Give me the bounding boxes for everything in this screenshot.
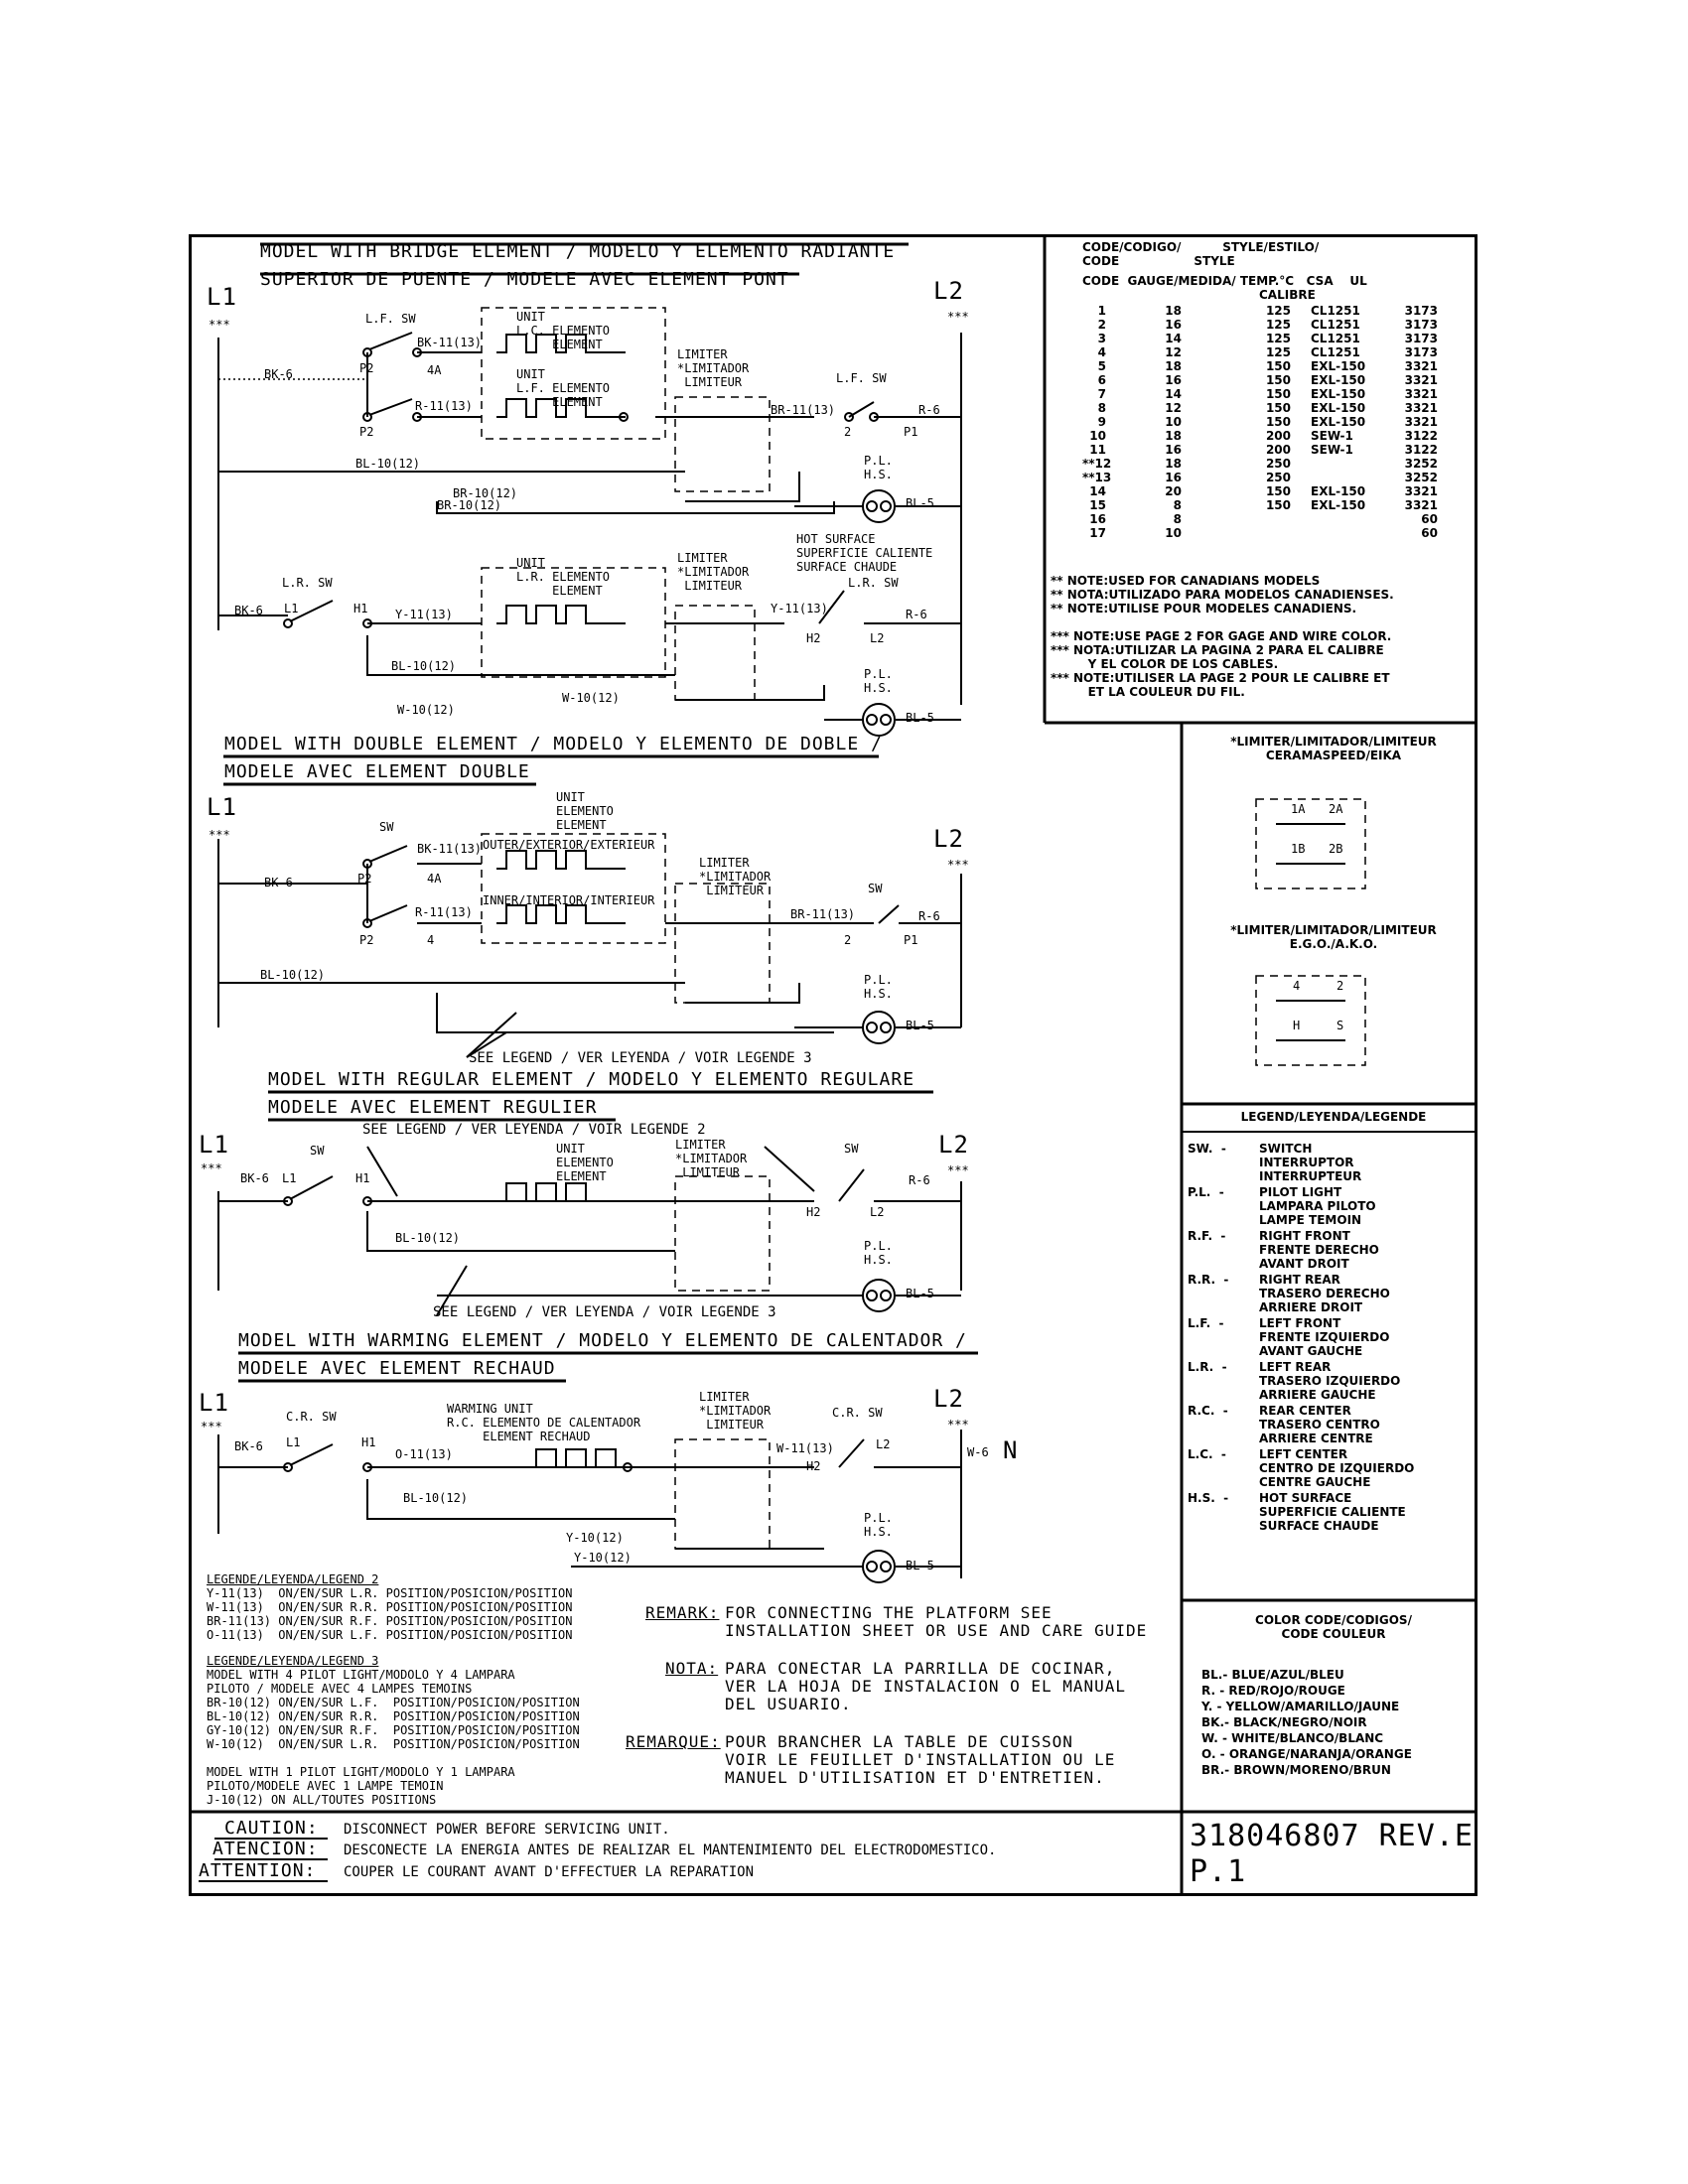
- l2-label: L2: [933, 1385, 964, 1413]
- terminal-h1: H1: [353, 602, 368, 615]
- gauge-cell: 18: [1165, 359, 1182, 373]
- legend-text: LEFT FRONT FRENTE IZQUIERDO AVANT GAUCHE: [1259, 1316, 1390, 1358]
- gauge-cell: 14: [1165, 387, 1182, 401]
- terminal-h2: H2: [806, 1205, 821, 1219]
- document-number: 318046807 REV.E: [1190, 1819, 1474, 1853]
- p2-label: P2: [359, 425, 374, 439]
- limiter-label: LIMITER *LIMITADOR LIMITEUR: [699, 856, 772, 897]
- gauge-cell: 5: [1097, 359, 1106, 373]
- gauge-cell: 17: [1089, 526, 1106, 540]
- gauge-cell: 3321: [1404, 401, 1438, 415]
- limiter-label: LIMITER *LIMITADOR LIMITEUR: [699, 1390, 772, 1432]
- legend2-line: W-11(13) ON/EN/SUR R.R. POSITION/POSICION/POSITION: [207, 1600, 573, 1614]
- gauge-cell: 4: [1097, 345, 1106, 359]
- stars-label: ***: [201, 1420, 222, 1433]
- legend-text: LEFT REAR TRASERO IZQUIERDO ARRIERE GAUCHE: [1259, 1360, 1401, 1402]
- legend3-line: J-10(12) ON ALL/TOUTES POSITIONS: [207, 1793, 437, 1807]
- terminal-l2: L2: [870, 631, 885, 645]
- gauge-cell: 8: [1097, 401, 1106, 415]
- attention-text: COUPER LE COURANT AVANT D'EFFECTUER LA REPARATION: [344, 1864, 755, 1880]
- sw-label: SW: [868, 882, 883, 895]
- gauge-cell: 3252: [1404, 471, 1438, 484]
- legend-code: R.F. -: [1188, 1229, 1226, 1243]
- legend3-line: MODEL WITH 4 PILOT LIGHT/MODOLO Y 4 LAMPARA: [207, 1668, 515, 1682]
- legend3-title: LEGENDE/LEYENDA/LEGEND 3: [207, 1654, 379, 1668]
- cr-sw-label: C.R. SW: [286, 1410, 337, 1424]
- terminal-l2: L2: [876, 1437, 891, 1451]
- ego-term-2: 2: [1336, 979, 1344, 993]
- legend3-line: GY-10(12) ON/EN/SUR R.F. POSITION/POSICION/POSITION: [207, 1723, 580, 1737]
- gauge-note: *** NOTE:USE PAGE 2 FOR GAGE AND WIRE COLOR.: [1051, 629, 1392, 643]
- pl-hs-label: P.L. H.S.: [864, 1511, 893, 1539]
- gauge-cell: 2: [1097, 318, 1106, 332]
- warming-unit-label: WARMING UNIT R.C. ELEMENTO DE CALENTADOR ELEMENT RECHAUD: [447, 1402, 641, 1443]
- gauge-cell: 3321: [1404, 498, 1438, 512]
- wire-br11-label: BR-11(13): [790, 907, 856, 921]
- legend-code: SW. -: [1188, 1142, 1226, 1156]
- gauge-note: ET LA COULEUR DU FIL.: [1051, 685, 1245, 699]
- limiter-cera-title: *LIMITER/LIMITADOR/LIMITEUR CERAMASPEED/EIKA: [1230, 735, 1437, 762]
- gauge-cell: EXL-150: [1311, 401, 1366, 415]
- ego-term-4: 4: [1293, 979, 1301, 993]
- wire-br10-label: BR-10(12): [453, 486, 518, 500]
- legend-entry: [1188, 1229, 1414, 1271]
- gauge-cell: EXL-150: [1311, 415, 1366, 429]
- n4-label: 4: [427, 933, 435, 947]
- 4a-label: 4A: [427, 872, 442, 886]
- wire-r11-label: R-11(13): [415, 399, 473, 413]
- wire-bl10-label: BL-10(12): [260, 968, 326, 982]
- caution-text: DISCONNECT POWER BEFORE SERVICING UNIT.: [344, 1822, 670, 1838]
- wire-y11-label: Y-11(13): [395, 608, 453, 621]
- ego-term-s: S: [1336, 1019, 1344, 1032]
- bridge-title-2: SUPERIOR DE PUENTE / MODELE AVEC ELEMENT PONT: [260, 269, 789, 290]
- gauge-cell: 150: [1265, 401, 1291, 415]
- gauge-cell: 125: [1265, 345, 1291, 359]
- gauge-cell: SEW-1: [1311, 429, 1353, 443]
- inner-label: INNER/INTERIOR/INTERIEUR: [483, 893, 655, 907]
- ego-term-h: H: [1293, 1019, 1301, 1032]
- gauge-cell: EXL-150: [1311, 359, 1366, 373]
- gauge-columns: CODE GAUGE/MEDIDA/ TEMP.°C CSA UL: [1082, 274, 1367, 288]
- legend-text: SWITCH INTERRUPTOR INTERRUPTEUR: [1259, 1142, 1362, 1183]
- legend3-line: PILOTO / MODELE AVEC 4 LAMPES TEMOINS: [207, 1682, 473, 1696]
- wire-br11-label: BR-11(13): [771, 403, 836, 417]
- legend-entry: [1188, 1404, 1414, 1445]
- gauge-cell: 3173: [1404, 318, 1438, 332]
- unit-lf-label: UNIT L.F. ELEMENTO ELEMENT: [516, 367, 610, 409]
- gauge-cell: 150: [1265, 484, 1291, 498]
- gauge-cell: 9: [1097, 415, 1106, 429]
- regular-title-2: MODELE AVEC ELEMENT REGULIER: [268, 1097, 598, 1118]
- wire-bl5-label: BL-5: [906, 1019, 934, 1032]
- l2-label: L2: [933, 825, 964, 853]
- pl-hs-label: P.L. H.S.: [864, 1239, 893, 1267]
- unit-lr-label: UNIT L.R. ELEMENTO ELEMENT: [516, 556, 610, 598]
- stars-label: ***: [209, 828, 230, 842]
- gauge-note: Y EL COLOR DE LOS CABLES.: [1051, 657, 1279, 671]
- outer-label: OUTER/EXTERIOR/EXTERIEUR: [483, 838, 655, 852]
- gauge-header-1: CODE/CODIGO/ STYLE/ESTILO/: [1082, 240, 1320, 254]
- legend-code: H.S. -: [1188, 1491, 1229, 1505]
- gauge-cell: 8: [1173, 512, 1182, 526]
- gauge-cell: 16: [1165, 318, 1182, 332]
- legend-text: PILOT LIGHT LAMPARA PILOTO LAMPE TEMOIN: [1259, 1185, 1376, 1227]
- legend-code: L.C. -: [1188, 1447, 1226, 1461]
- gauge-cell: 125: [1265, 304, 1291, 318]
- legend2-line: BR-11(13) ON/EN/SUR R.F. POSITION/POSICION/POSITION: [207, 1614, 573, 1628]
- legend-entry: [1188, 1360, 1414, 1402]
- gauge-cell: EXL-150: [1311, 373, 1366, 387]
- color-code-entry: BK.- BLACK/NEGRO/NOIR: [1201, 1715, 1367, 1729]
- gauge-cell: 150: [1265, 415, 1291, 429]
- nota-text: PARA CONECTAR LA PARRILLA DE COCINAR, VER LA HOJA DE INSTALACION O EL MANUAL DEL USUARIO.: [725, 1659, 1127, 1713]
- gauge-cell: 3321: [1404, 359, 1438, 373]
- wire-bl5-label: BL-5: [906, 1287, 934, 1300]
- double-title-2: MODELE AVEC ELEMENT DOUBLE: [224, 761, 530, 782]
- limiter-ego-title: *LIMITER/LIMITADOR/LIMITEUR E.G.O./A.K.O.: [1230, 923, 1437, 951]
- gauge-cell: 200: [1265, 429, 1291, 443]
- gauge-calibre: CALIBRE: [1259, 288, 1316, 302]
- wire-bl10-label: BL-10(12): [395, 1231, 461, 1245]
- atencion-label: ATENCION:: [212, 1839, 319, 1859]
- gauge-notes: [1051, 574, 1394, 699]
- stars-label: ***: [947, 1418, 969, 1432]
- legend-text: REAR CENTER TRASERO CENTRO ARRIERE CENTRE: [1259, 1404, 1380, 1445]
- gauge-cell: 10: [1089, 429, 1106, 443]
- gauge-header-2: CODE STYLE: [1082, 254, 1235, 268]
- legend3-line: PILOTO/MODELE AVEC 1 LAMPE TEMOIN: [207, 1779, 444, 1793]
- legend3-line: W-10(12) ON/EN/SUR L.R. POSITION/POSICION/POSITION: [207, 1737, 580, 1751]
- l2-label: L2: [938, 1131, 969, 1159]
- caution-label: CAUTION:: [224, 1818, 319, 1839]
- color-code-entry: O. - ORANGE/NARANJA/ORANGE: [1201, 1747, 1412, 1761]
- gauge-cell: 18: [1165, 304, 1182, 318]
- wire-w6-label: W-6: [967, 1445, 989, 1459]
- wire-w10-label: W-10(12): [397, 703, 455, 717]
- pl-hs-label: P.L. H.S.: [864, 454, 893, 481]
- legend-text: RIGHT FRONT FRENTE DERECHO AVANT DROIT: [1259, 1229, 1379, 1271]
- legend2-line: O-11(13) ON/EN/SUR L.F. POSITION/POSICION/POSITION: [207, 1628, 573, 1642]
- terminal-l2: L2: [870, 1205, 885, 1219]
- warming-element-circuit: [218, 1353, 978, 1582]
- gauge-cell: 150: [1265, 373, 1291, 387]
- gauge-cell: 3321: [1404, 484, 1438, 498]
- double-title-1: MODEL WITH DOUBLE ELEMENT / MODELO Y ELEMENTO DE DOBLE /: [224, 734, 883, 754]
- gauge-note: *** NOTA:UTILIZAR LA PAGINA 2 PARA EL CALIBRE: [1051, 643, 1384, 657]
- stars-label: ***: [947, 1163, 969, 1177]
- legend-code: L.R. -: [1188, 1360, 1227, 1374]
- gauge-note: [1051, 615, 1394, 629]
- wire-y10-label: Y-10(12): [566, 1531, 624, 1545]
- wire-w11-label: W-11(13): [776, 1441, 834, 1455]
- gauge-cell: 7: [1097, 387, 1106, 401]
- wire-bk6-label: BK-6: [234, 604, 263, 617]
- gauge-cell: 3321: [1404, 387, 1438, 401]
- legend-code: P.L. -: [1188, 1185, 1224, 1199]
- gauge-cell: 14: [1089, 484, 1106, 498]
- gauge-cell: 18: [1165, 429, 1182, 443]
- gauge-cell: 3173: [1404, 345, 1438, 359]
- wire-bk6-label: BK-6: [240, 1171, 269, 1185]
- legend-text: HOT SURFACE SUPERFICIE CALIENTE SURFACE CHAUDE: [1259, 1491, 1406, 1533]
- gauge-note: ** NOTE:USED FOR CANADIANS MODELS: [1051, 574, 1321, 588]
- wire-bl5-label: BL-5: [906, 711, 934, 725]
- legend-text: RIGHT REAR TRASERO DERECHO ARRIERE DROIT: [1259, 1273, 1390, 1314]
- gauge-cell: 60: [1421, 512, 1438, 526]
- see-legend-3: SEE LEGEND / VER LEYENDA / VOIR LEGENDE 3: [433, 1304, 776, 1320]
- color-code-entry: BR.- BROWN/MORENO/BRUN: [1201, 1763, 1391, 1777]
- legend-title: LEGEND/LEYENDA/LEGENDE: [1240, 1110, 1427, 1124]
- atencion-text: DESCONECTE LA ENERGIA ANTES DE REALIZAR EL MANTENIMIENTO DEL ELECTRODOMESTICO.: [344, 1843, 997, 1858]
- cera-term-2a: 2A: [1329, 802, 1343, 816]
- gauge-cell: 16: [1165, 443, 1182, 457]
- p2-label: P2: [359, 933, 374, 947]
- gauge-cell: 3122: [1404, 443, 1438, 457]
- regular-title-1: MODEL WITH REGULAR ELEMENT / MODELO Y ELEMENTO REGULARE: [268, 1069, 915, 1090]
- wire-r6-label: R-6: [918, 403, 940, 417]
- wire-bk6-label: BK-6: [234, 1439, 263, 1453]
- gauge-note: ** NOTA:UTILIZADO PARA MODELOS CANADIENSES.: [1051, 588, 1394, 602]
- wire-bk11-label: BK-11(13): [417, 336, 483, 349]
- legend2-line: Y-11(13) ON/EN/SUR L.R. POSITION/POSICION/POSITION: [207, 1586, 573, 1600]
- unit-lc-label: UNIT L.C. ELEMENTO ELEMENT: [516, 310, 610, 351]
- sw-label: SW: [844, 1142, 859, 1156]
- legend-entry: [1188, 1273, 1414, 1314]
- wire-r6-label: R-6: [918, 909, 940, 923]
- legend3-line: MODEL WITH 1 PILOT LIGHT/MODOLO Y 1 LAMPARA: [207, 1765, 515, 1779]
- wire-bk6-label: BK-6: [264, 876, 293, 889]
- legend-entry: [1188, 1142, 1414, 1183]
- p2-label: P2: [359, 361, 374, 375]
- lr-sw-label: L.R. SW: [282, 576, 333, 590]
- wire-r6-label: R-6: [909, 1173, 930, 1187]
- l1-label: L1: [207, 793, 237, 821]
- see-legend-3: SEE LEGEND / VER LEYENDA / VOIR LEGENDE 3: [469, 1050, 812, 1066]
- cera-term-1a: 1A: [1291, 802, 1306, 816]
- legend-code: R.R. -: [1188, 1273, 1229, 1287]
- p2-label: P2: [357, 872, 372, 886]
- color-code-entry: W. - WHITE/BLANCO/BLANC: [1201, 1731, 1384, 1745]
- lr-sw-label: L.R. SW: [848, 576, 899, 590]
- gauge-cell: **12: [1082, 457, 1112, 471]
- terminal-h2: H2: [806, 631, 821, 645]
- see-legend-2: SEE LEGEND / VER LEYENDA / VOIR LEGENDE 2: [362, 1122, 706, 1138]
- color-code-entry: R. - RED/ROJO/ROUGE: [1201, 1684, 1345, 1698]
- gauge-cell: 3: [1097, 332, 1106, 345]
- gauge-cell: 20: [1165, 484, 1182, 498]
- gauge-cell: 11: [1089, 443, 1106, 457]
- gauge-cell: 16: [1165, 471, 1182, 484]
- gauge-cell: EXL-150: [1311, 387, 1366, 401]
- legend2-title: LEGENDE/LEYENDA/LEGEND 2: [207, 1572, 379, 1586]
- gauge-cell: 150: [1265, 387, 1291, 401]
- l1-label: L1: [199, 1389, 229, 1417]
- gauge-cell: 16: [1089, 512, 1106, 526]
- gauge-cell: 3252: [1404, 457, 1438, 471]
- stars-label: ***: [947, 858, 969, 872]
- gauge-cell: CL1251: [1311, 318, 1360, 332]
- gauge-cell: 125: [1265, 318, 1291, 332]
- legend2-list: [207, 1586, 572, 1642]
- color-code-title: COLOR CODE/CODIGOS/ CODE COULEUR: [1255, 1613, 1412, 1641]
- gauge-cell: 3321: [1404, 373, 1438, 387]
- wire-bl10-label: BL-10(12): [391, 659, 457, 673]
- legend-text: LEFT CENTER CENTRO DE IZQUIERDO CENTRE GAUCHE: [1259, 1447, 1415, 1489]
- l2-label: L2: [933, 277, 964, 305]
- gauge-cell: **13: [1082, 471, 1112, 484]
- wire-bl10-label: BL-10(12): [403, 1491, 469, 1505]
- gauge-cell: EXL-150: [1311, 498, 1366, 512]
- legend3-line: BL-10(12) ON/EN/SUR R.R. POSITION/POSICION/POSITION: [207, 1709, 580, 1723]
- unit-element-label: UNIT ELEMENTO ELEMENT: [556, 1142, 614, 1183]
- hot-surface-label: HOT SURFACE SUPERFICIE CALIENTE SURFACE CHAUDE: [796, 532, 933, 574]
- legend3-list: [207, 1668, 580, 1807]
- remark-text: FOR CONNECTING THE PLATFORM SEE INSTALLATION SHEET OR USE AND CARE GUIDE: [725, 1603, 1148, 1640]
- wire-br10-label: BR-10(12): [437, 498, 502, 512]
- unit-element-label: UNIT ELEMENTO ELEMENT: [556, 790, 614, 832]
- gauge-cell: 15: [1089, 498, 1106, 512]
- stars-label: ***: [947, 310, 969, 324]
- gauge-cell: 12: [1165, 401, 1182, 415]
- color-code-list: [1201, 1668, 1412, 1779]
- sw-label: SW: [379, 820, 394, 834]
- gauge-cell: 10: [1165, 526, 1182, 540]
- l1-label: L1: [199, 1131, 229, 1159]
- 4a-label: 4A: [427, 363, 442, 377]
- terminal-l1: L1: [284, 602, 299, 615]
- gauge-cell: CL1251: [1311, 345, 1360, 359]
- gauge-cell: 14: [1165, 332, 1182, 345]
- pl-hs-label: P.L. H.S.: [864, 667, 893, 695]
- attention-label: ATTENTION:: [199, 1860, 317, 1881]
- terminal-h1: H1: [361, 1435, 376, 1449]
- bridge-title-1: MODEL WITH BRIDGE ELEMENT / MODELO Y ELEMENTO RADIANTE: [260, 241, 896, 262]
- gauge-cell: CL1251: [1311, 304, 1360, 318]
- terminal-h2: H2: [806, 1459, 821, 1473]
- legend-code: L.F. -: [1188, 1316, 1224, 1330]
- remarque-label: REMARQUE:: [626, 1732, 721, 1751]
- gauge-cell: 1: [1097, 304, 1106, 318]
- gauge-note: ** NOTE:UTILISE POUR MODELES CANADIENS.: [1051, 602, 1357, 615]
- n2-label: 2: [844, 933, 852, 947]
- terminal-l1: L1: [286, 1435, 301, 1449]
- legend-entry: [1188, 1447, 1414, 1489]
- warming-title-1: MODEL WITH WARMING ELEMENT / MODELO Y ELEMENTO DE CALENTADOR /: [238, 1330, 967, 1351]
- wire-bl5-label: BL-5: [906, 1559, 934, 1572]
- warming-title-2: MODELE AVEC ELEMENT RECHAUD: [238, 1358, 556, 1379]
- remarque-text: POUR BRANCHER LA TABLE DE CUISSON VOIR LE FEUILLET D'INSTALLATION OU LE MANUEL D'UTILISATION ET D'ENTRETIEN.: [725, 1732, 1116, 1787]
- terminal-h1: H1: [355, 1171, 370, 1185]
- gauge-cell: 150: [1265, 498, 1291, 512]
- wire-w10-label: W-10(12): [562, 691, 620, 705]
- cr-sw-label: C.R. SW: [832, 1406, 883, 1420]
- wire-bk11-label: BK-11(13): [417, 842, 483, 856]
- gauge-cell: 10: [1165, 415, 1182, 429]
- gauge-note: *** NOTE:UTILISER LA PAGE 2 POUR LE CALIBRE ET: [1051, 671, 1390, 685]
- legend-list: [1188, 1142, 1414, 1535]
- gauge-cell: 200: [1265, 443, 1291, 457]
- gauge-cell: 3173: [1404, 304, 1438, 318]
- lf-sw-label: L.F. SW: [836, 371, 887, 385]
- wire-bl10-label: BL-10(12): [355, 457, 421, 471]
- nota-label: NOTA:: [665, 1659, 719, 1678]
- legend3-line: [207, 1751, 580, 1765]
- gauge-cell: 125: [1265, 332, 1291, 345]
- gauge-cell: 250: [1265, 457, 1291, 471]
- limiter-label: LIMITER *LIMITADOR LIMITEUR: [675, 1138, 748, 1179]
- gauge-cell: 16: [1165, 373, 1182, 387]
- wire-o11-label: O-11(13): [395, 1447, 453, 1461]
- color-code-entry: Y. - YELLOW/AMARILLO/JAUNE: [1201, 1700, 1400, 1713]
- n2-label: 2: [844, 425, 852, 439]
- gauge-cell: 3122: [1404, 429, 1438, 443]
- legend-entry: [1188, 1316, 1414, 1358]
- limiter-label: LIMITER *LIMITADOR LIMITEUR: [677, 551, 750, 593]
- gauge-cell: 3321: [1404, 415, 1438, 429]
- wire-bk6-label: BK-6: [264, 367, 293, 381]
- legend-entry: [1188, 1185, 1414, 1227]
- legend-entry: [1188, 1491, 1414, 1533]
- p1-label: P1: [904, 425, 918, 439]
- pl-hs-label: P.L. H.S.: [864, 973, 893, 1001]
- legend3-line: BR-10(12) ON/EN/SUR L.F. POSITION/POSICION/POSITION: [207, 1696, 580, 1709]
- gauge-cell: 18: [1165, 457, 1182, 471]
- color-code-entry: BL.- BLUE/AZUL/BLEU: [1201, 1668, 1344, 1682]
- neutral-label: N: [1003, 1436, 1019, 1464]
- cera-term-2b: 2B: [1329, 842, 1343, 856]
- terminal-l1: L1: [282, 1171, 297, 1185]
- page-number: P.1: [1190, 1854, 1247, 1889]
- gauge-cell: 6: [1097, 373, 1106, 387]
- p1-label: P1: [904, 933, 918, 947]
- limiter-label: LIMITER *LIMITADOR LIMITEUR: [677, 347, 750, 389]
- wire-r6-label: R-6: [906, 608, 927, 621]
- wire-y10-label: Y-10(12): [574, 1551, 632, 1565]
- lf-sw-label: L.F. SW: [365, 312, 416, 326]
- wire-y11-label: Y-11(13): [771, 602, 828, 615]
- wire-r11-label: R-11(13): [415, 905, 473, 919]
- gauge-cell: SEW-1: [1311, 443, 1353, 457]
- gauge-cell: 12: [1165, 345, 1182, 359]
- gauge-cell: 250: [1265, 471, 1291, 484]
- wire-bl5-label: BL-5: [906, 496, 934, 510]
- gauge-cell: 8: [1173, 498, 1182, 512]
- l1-label: L1: [207, 283, 237, 311]
- gauge-cell: CL1251: [1311, 332, 1360, 345]
- gauge-cell: 150: [1265, 359, 1291, 373]
- remark-label: REMARK:: [645, 1603, 720, 1622]
- cera-term-1b: 1B: [1291, 842, 1306, 856]
- sw-label: SW: [310, 1144, 325, 1158]
- legend-code: R.C. -: [1188, 1404, 1228, 1418]
- stars-label: ***: [209, 318, 230, 332]
- stars-label: ***: [201, 1161, 222, 1175]
- gauge-cell: 60: [1421, 526, 1438, 540]
- gauge-cell: EXL-150: [1311, 484, 1366, 498]
- gauge-cell: 3173: [1404, 332, 1438, 345]
